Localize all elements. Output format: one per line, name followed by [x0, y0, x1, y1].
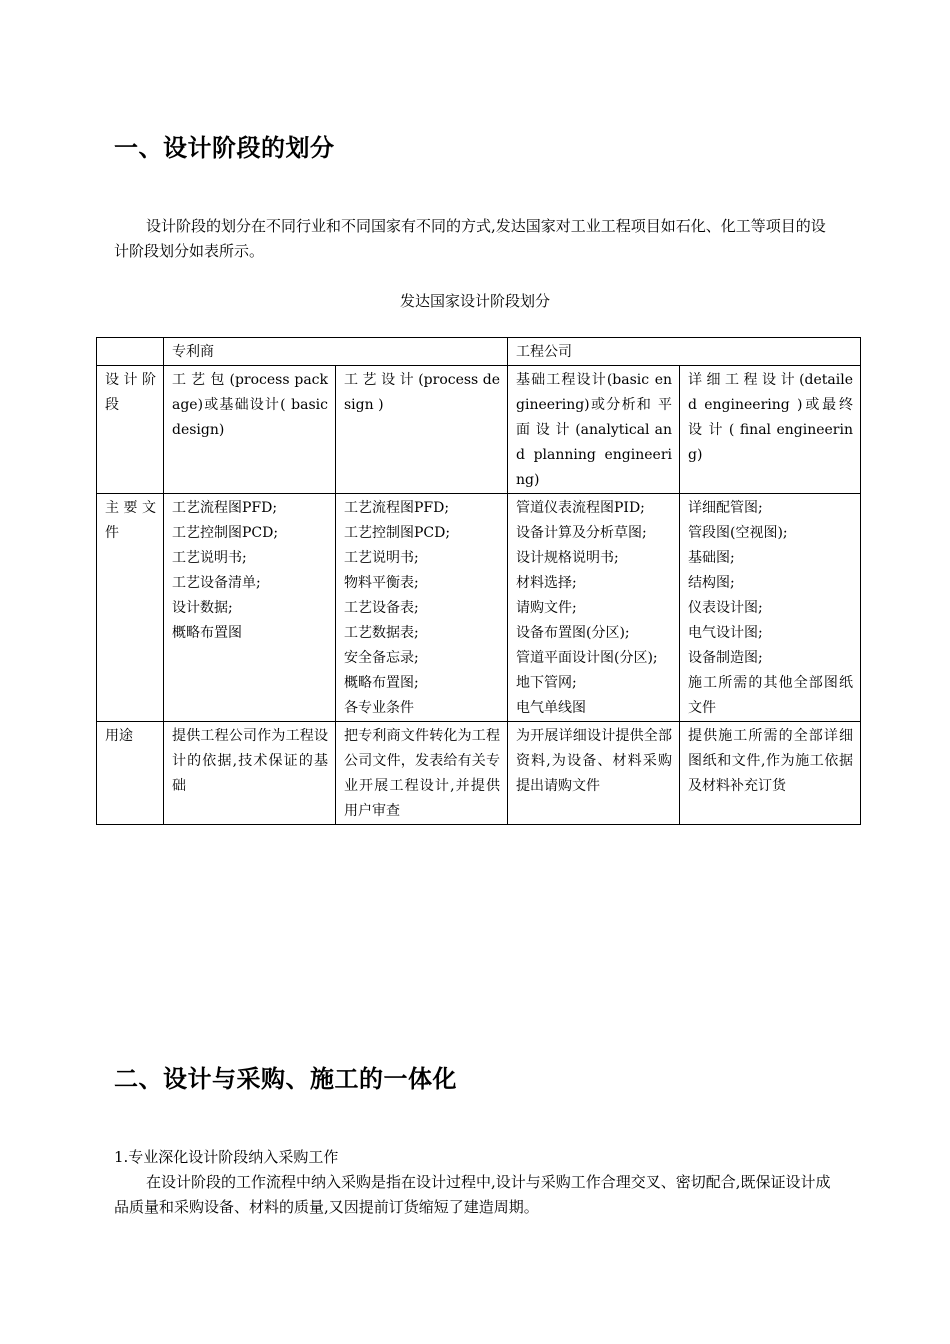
section-heading-2: 二、设计与采购、施工的一体化 — [114, 1065, 457, 1093]
list-item: 管道平面设计图(分区); — [516, 650, 658, 666]
row-label-docs: 主 要 文件 — [97, 494, 164, 722]
list-item: 工艺控制图PCD; — [344, 525, 451, 541]
row-label-stage: 设 计 阶段 — [97, 366, 164, 494]
table-caption: 发达国家设计阶段划分 — [399, 292, 550, 310]
table-row-usage — [97, 722, 861, 825]
list-item: 基础图; — [688, 550, 735, 566]
list-item: 仪表设计图; — [688, 600, 763, 616]
list-item: 概略布置图 — [172, 625, 242, 641]
list-item: 工艺控制图PCD; — [172, 525, 279, 541]
header-blank-cell — [97, 338, 164, 366]
table-header-row — [97, 338, 861, 366]
docs-cell-4 — [680, 494, 861, 722]
list-item: 各专业条件 — [344, 700, 414, 716]
usage-cell-4: 提供施工所需的全部详细图纸和文件,作为施工依据及材料补充订货 — [680, 722, 861, 825]
list-item: 工艺流程图PFD; — [344, 500, 450, 516]
list-item: 请购文件; — [516, 600, 577, 616]
list-item: 材料选择; — [516, 575, 577, 591]
list-item: 工艺数据表; — [344, 625, 419, 641]
stage-cell-3: 基础工程设计(basic engineering)或分析和 平 面 设 计 (analytical and planning engineering) — [508, 366, 680, 494]
usage-cell-2: 把专利商文件转化为工程公司文件，发表给有关专业开展工程设计,并提供用户审查 — [336, 722, 508, 825]
stage-cell-4: 详 细 工 程 设 计 (detailed engineering )或最终 设 计 ( final engineering) — [680, 366, 861, 494]
docs-cell-2 — [336, 494, 508, 722]
header-engineering-cell: 工程公司 — [508, 338, 861, 366]
list-item: 地下管网; — [516, 675, 577, 691]
list-item: 详细配管图; — [688, 500, 763, 516]
list-item: 电气单线图 — [516, 700, 586, 716]
design-stage-table — [96, 337, 861, 825]
usage-cell-3: 为开展详细设计提供全部资料,为设备、材料采购提出请购文件 — [508, 722, 680, 825]
list-item: 概略布置图; — [344, 675, 419, 691]
list-item: 结构图; — [688, 575, 735, 591]
intro-paragraph — [114, 214, 838, 264]
list-item: 工艺说明书; — [344, 550, 419, 566]
list-item: 安全备忘录; — [344, 650, 419, 666]
list-item: 设计规格说明书; — [516, 550, 619, 566]
stage-cell-2: 工 艺 设 计 (process design ) — [336, 366, 508, 494]
table-row-docs — [97, 494, 861, 722]
table-row-stage — [97, 366, 861, 494]
row-label-usage: 用途 — [97, 722, 164, 825]
list-item: 工艺流程图PFD; — [172, 500, 278, 516]
usage-cell-1: 提供工程公司作为工程设计的依据,技术保证的基础 — [164, 722, 336, 825]
section-heading-1: 一、设计阶段的划分 — [114, 134, 335, 162]
header-patent-cell: 专利商 — [164, 338, 508, 366]
subheading-1: 1.专业深化设计阶段纳入采购工作 — [114, 1148, 339, 1166]
list-item: 管道仪表流程图PID; — [516, 500, 645, 516]
docs-cell-3 — [508, 494, 680, 722]
docs-cell-1 — [164, 494, 336, 722]
list-item: 工艺说明书; — [172, 550, 247, 566]
list-item: 物料平衡表; — [344, 575, 419, 591]
stage-cell-1: 工 艺 包 (process package)或基础设计( basic design) — [164, 366, 336, 494]
list-item: 电气设计图; — [688, 625, 763, 641]
list-item: 设备布置图(分区); — [516, 625, 630, 641]
list-item: 管段图(空视图); — [688, 525, 788, 541]
list-item: 设备计算及分析草图; — [516, 525, 647, 541]
intro-text: 设计阶段的划分在不同行业和不同国家有不同的方式,发达国家对工业工程项目如石化、化工等项目的设计阶段划分如表所示。 — [114, 217, 826, 260]
list-item: 工艺设备清单; — [172, 575, 261, 591]
section2-paragraph — [114, 1170, 838, 1220]
list-item: 工艺设备表; — [344, 600, 419, 616]
list-item: 设备制造图; — [688, 650, 763, 666]
list-item: 施工所需的其他全部图纸文件 — [688, 675, 853, 716]
list-item: 设计数据; — [172, 600, 233, 616]
section2-text: 在设计阶段的工作流程中纳入采购是指在设计过程中,设计与采购工作合理交叉、密切配合,既保证设计成品质量和采购设备、材料的质量,又因提前订货缩短了建造周期。 — [114, 1173, 831, 1216]
